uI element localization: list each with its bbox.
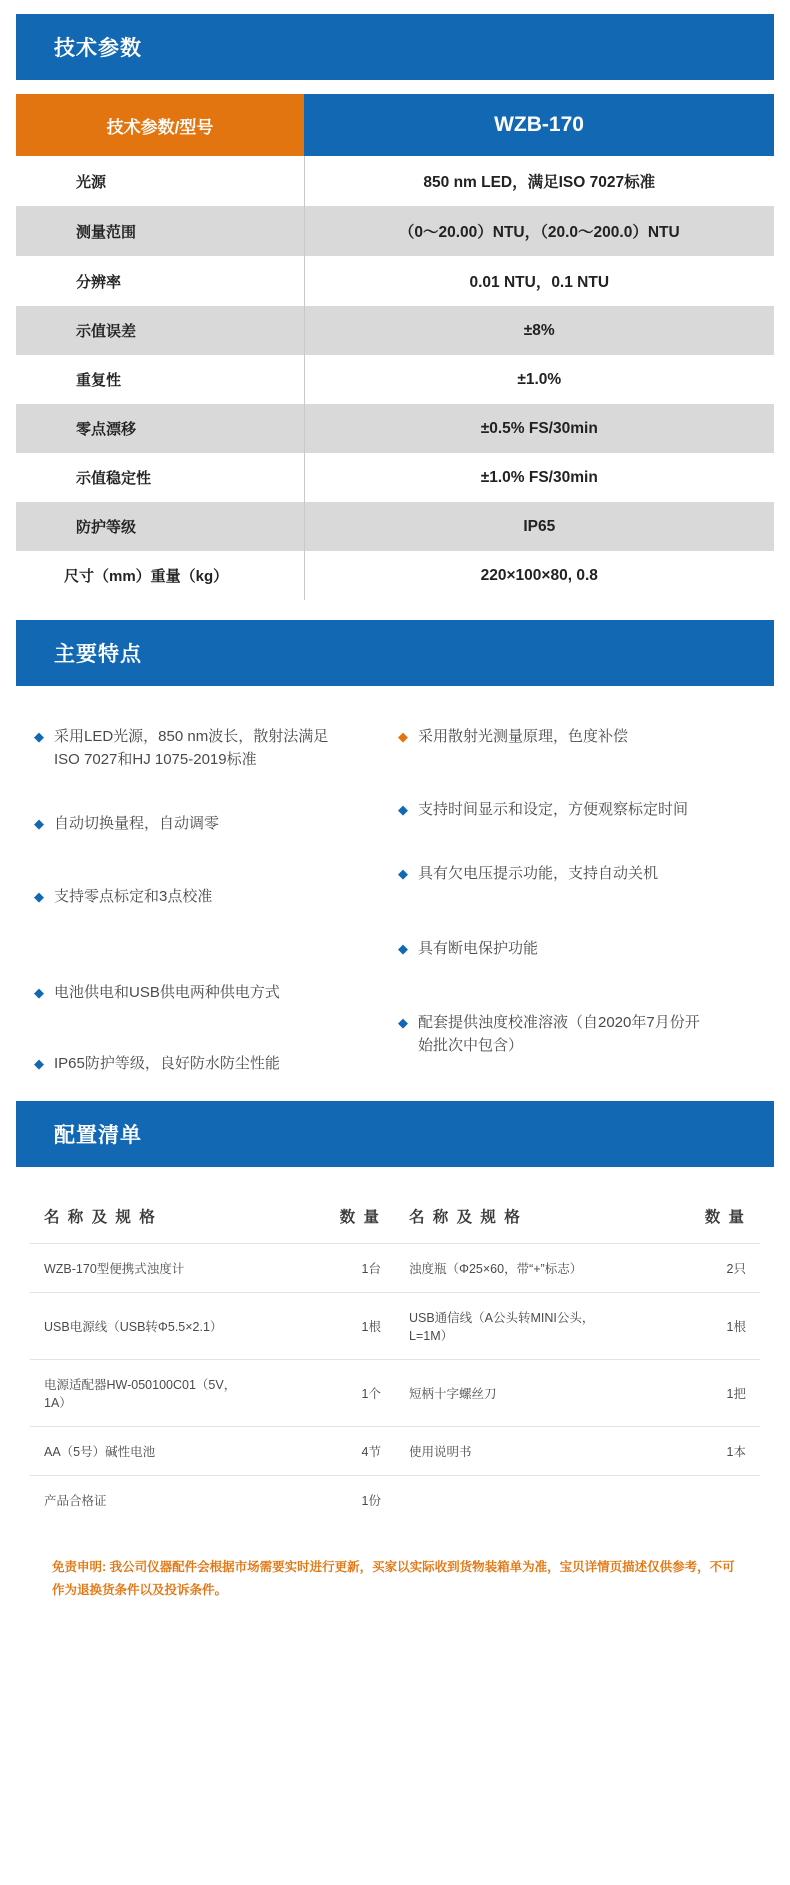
config-item-qty: 1个 [256, 1360, 395, 1427]
feature-text: 采用LED光源，850 nm波长，散射法满足ISO 7027和HJ 1075-2019标准 [54, 728, 329, 768]
spec-table-container [16, 94, 774, 600]
diamond-bullet-icon: ◆ [398, 940, 408, 956]
list-item [398, 938, 756, 961]
config-table [30, 1195, 760, 1524]
section-header-features: 主要特点 [16, 620, 774, 686]
spec-label: 零点漂移 [16, 404, 304, 453]
spec-label: 重复性 [16, 355, 304, 404]
diamond-bullet-icon: ◆ [34, 985, 44, 1000]
config-col-header-name-2: 名 称 及 规 格 [408, 1209, 522, 1226]
table-row [30, 1427, 760, 1476]
table-row [16, 453, 774, 502]
list-item [398, 799, 756, 822]
config-item-name: USB通信线（A公头转MINI公头，L=1M） [395, 1293, 621, 1360]
spec-header-right: WZB-170 [304, 94, 774, 156]
feature-text: IP65防护等级，良好防水防尘性能 [54, 1054, 280, 1072]
spec-table-header-row [16, 94, 774, 156]
spec-value: 850 nm LED，满足ISO 7027标准 [304, 156, 774, 206]
diamond-bullet-icon: ◆ [398, 866, 408, 881]
table-row [16, 306, 774, 355]
spec-value: （0～20.00）NTU，（20.0～200.0）NTU [304, 206, 774, 256]
config-item-qty [621, 1476, 760, 1525]
table-row [16, 256, 774, 306]
feature-text: 具有欠电压提示功能，支持自动关机 [418, 865, 659, 882]
features-column-left [34, 726, 392, 1075]
config-item-name: 电源适配器HW-050100C01（5V，1A） [30, 1360, 256, 1427]
spec-value: ±8% [304, 306, 774, 355]
diamond-bullet-icon: ◆ [398, 801, 408, 817]
feature-text: 自动切换量程，自动调零 [54, 815, 220, 832]
config-item-qty: 1份 [256, 1476, 395, 1525]
config-item-qty: 1台 [256, 1244, 395, 1293]
config-col-header-qty-1: 数 量 [339, 1209, 381, 1226]
spec-value: 0.01 NTU，0.1 NTU [304, 256, 774, 306]
spec-header-left: 技术参数/型号 [16, 94, 304, 156]
feature-text: 电池供电和USB供电两种供电方式 [54, 984, 280, 1001]
spec-label: 测量范围 [16, 206, 304, 256]
list-item [398, 863, 756, 886]
table-row [30, 1360, 760, 1427]
diamond-bullet-icon: ◆ [34, 729, 44, 744]
list-item [34, 886, 392, 909]
config-item-name: USB电源线（USB转Φ5.5×2.1） [30, 1293, 256, 1360]
table-row [16, 156, 774, 206]
feature-text: 采用散射光测量原理，色度补偿 [418, 728, 629, 745]
list-item [398, 1012, 756, 1057]
spec-label: 分辨率 [16, 256, 304, 306]
feature-text: 支持时间显示和设定，方便观察标定时间 [418, 800, 689, 818]
table-row [30, 1476, 760, 1525]
config-col-header-qty-2: 数 量 [704, 1209, 746, 1226]
config-item-qty: 1本 [621, 1427, 760, 1476]
config-item-name: 短柄十字螺丝刀 [395, 1360, 621, 1427]
table-row [16, 355, 774, 404]
spec-label: 示值误差 [16, 306, 304, 355]
config-item-name: 使用说明书 [395, 1427, 621, 1476]
diamond-bullet-icon: ◆ [398, 1015, 408, 1030]
spec-value: ±0.5% FS/30min [304, 404, 774, 453]
config-col-header-name-1: 名 称 及 规 格 [44, 1209, 157, 1226]
config-item-name [395, 1476, 621, 1525]
list-item [34, 726, 392, 771]
diamond-bullet-icon: ◆ [398, 729, 408, 744]
features-list [16, 692, 774, 1101]
feature-text: 配套提供浊度校准溶液（自2020年7月份开始批次中包含） [418, 1014, 700, 1054]
table-row [16, 404, 774, 453]
list-item [34, 1053, 392, 1076]
spec-table [16, 94, 774, 600]
table-row [30, 1244, 760, 1293]
features-column-right [398, 726, 756, 1075]
feature-text: 支持零点标定和3点校准 [54, 887, 213, 905]
section-header-config: 配置清单 [16, 1101, 774, 1167]
spec-value: 220×100×80, 0.8 [304, 551, 774, 600]
config-item-qty: 1把 [621, 1360, 760, 1427]
config-item-name: AA（5号）碱性电池 [30, 1427, 256, 1476]
diamond-bullet-icon: ◆ [34, 888, 44, 904]
table-row [16, 206, 774, 256]
config-item-name: 浊度瓶（Φ25×60，带“+”标志） [395, 1244, 621, 1293]
config-item-name: 产品合格证 [30, 1476, 256, 1525]
config-item-qty: 4节 [256, 1427, 395, 1476]
disclaimer-text: 免责申明: 我公司仪器配件会根据市场需要实时进行更新，买家以实际收到货物装箱单为准，宝贝详情页描述仅供参考，不可作为退换货条件以及投诉条件。 [52, 1560, 735, 1597]
spec-value: ±1.0% FS/30min [304, 453, 774, 502]
spec-value: IP65 [304, 502, 774, 551]
config-item-name: WZB-170型便携式浊度计 [30, 1244, 256, 1293]
config-item-qty: 1根 [621, 1293, 760, 1360]
spec-label: 尺寸（mm）重量（kg） [16, 551, 304, 600]
list-item [398, 726, 756, 749]
product-detail-page [0, 14, 790, 1637]
feature-text: 具有断电保护功能 [418, 939, 539, 957]
config-table-container [16, 1179, 774, 1530]
spec-value: ±1.0% [304, 355, 774, 404]
config-item-qty: 2只 [621, 1244, 760, 1293]
table-row [30, 1293, 760, 1360]
diamond-bullet-icon: ◆ [34, 816, 44, 831]
list-item [34, 813, 392, 836]
config-header-row [30, 1195, 760, 1244]
spec-label: 示值稳定性 [16, 453, 304, 502]
list-item [34, 982, 392, 1005]
spec-label: 防护等级 [16, 502, 304, 551]
spec-label: 光源 [16, 156, 304, 206]
table-row [16, 551, 774, 600]
config-item-qty: 1根 [256, 1293, 395, 1360]
table-row [16, 502, 774, 551]
diamond-bullet-icon: ◆ [34, 1055, 44, 1071]
section-header-specs: 技术参数 [16, 14, 774, 80]
